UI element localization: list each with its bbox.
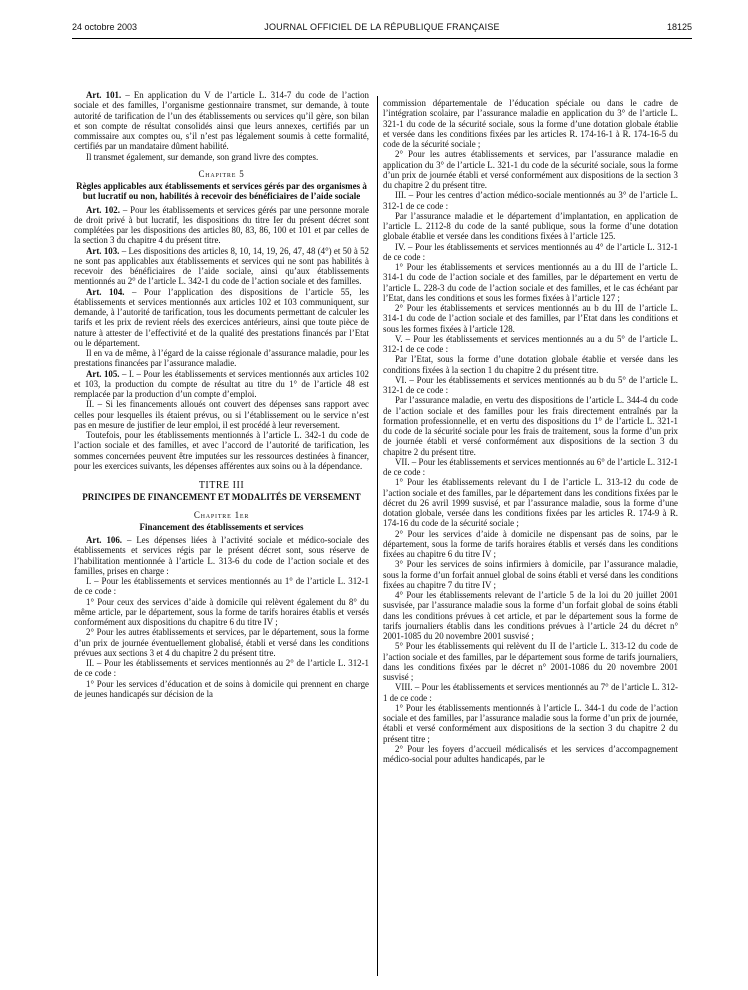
paragraph: Par l’assurance maladie et le département d’implantation, en application de l’article L. 2112-8 du code de la santé publique, sous la forme d’une dotation globale établie et versée dans les conditions fixées à l’article 125.: [383, 210, 678, 242]
article-103: [74, 246, 369, 287]
article-106-p3: 1° Pour ceux des services d’aide à domicile qui relèvent également du 8° du même article, par le département, sous la forme de tarifs horaires établis et versés conformément aux dispositions du chapitre 6 du titre IV ;: [74, 596, 369, 628]
paragraph-continuation: commission départementale de l’éducation spéciale ou dans le cadre de l’intégration scolaire, par l’assurance maladie en application du 3° de l’article L. 321-1 du code de la sécurité sociale, sous la forme d’une dotation globale établie et versée dans les conditions fixées par les articles R. 174-16-1 à R. 174-16-5 du code de la sécurité sociale ;: [383, 98, 678, 149]
article-105: [74, 369, 369, 400]
article-101-p2: Il transmet également, sur demande, son grand livre des comptes.: [86, 151, 319, 162]
article-105-text: – I. – Pour les établissements et services mentionnés aux articles 102 et 103, la production du compte de résultat au titre du 1° de l’article 48 est remplacée par la production d’un compte d’emploi.: [74, 368, 369, 400]
paragraph: 1° Pour les établissements mentionnés à l’article L. 344-1 du code de l’action sociale et des familles, par l’assurance maladie sous la forme d’un prix de journée, établi et versé conformément aux dispositions de la section 3 du chapitre 2 du présent titre ;: [383, 702, 678, 744]
article-104-label: Art. 104.: [86, 286, 125, 297]
paragraph: III. – Pour les centres d’action médico-sociale mentionnés au 3° de l’article L. 312-1 de ce code :: [383, 190, 678, 211]
paragraph: 2° Pour les services d’aide à domicile ne dispensant pas de soins, par le département, sous la forme de tarifs horaires établis et versés dans les conditions fixées au chapitre 6 du titre IV ;: [383, 528, 678, 559]
paragraph: Par l’Etat, sous la forme d’une dotation globale établie et versée dans les conditions fixées à la section 1 du chapitre 2 du présent titre.: [383, 354, 678, 375]
article-102-label: Art. 102.: [86, 204, 120, 215]
article-101-label: Art. 101.: [86, 90, 122, 100]
paragraph: 1° Pour les établissements et services mentionnés au a du III de l’article L. 314-1 du code de l’action sociale et des familles, par le département en vertu de l’article L. 228-3 du code de l’action sociale et des familles, et le cas échéant par l’Etat, dans les conditions et sous les formes fixées à l’article 127 ;: [383, 262, 678, 303]
chapter-5-name: Règles applicables aux établissements et services gérés par des organismes à but lucratif ou non, habilités à recevoir des bénéficiaires de l’aide sociale: [76, 181, 367, 202]
header-rule: [72, 38, 692, 39]
paragraph: 2° Pour les foyers d’accueil médicalisés et les services d’accompagnement médico-social pour adultes handicapés, par le: [383, 743, 678, 764]
paragraph: 2° Pour les établissements et services mentionnés au b du III de l’article L. 314-1 du code de l’action sociale et des familles, par l’Etat dans les conditions et sous les formes fixées à l’article 128.: [383, 303, 678, 334]
right-column: [383, 98, 678, 764]
article-102-text: – Pour les établissements et services gérés par une personne morale de droit privé à but lucratif, les dispositions du titre Ier du présent décret sont complétées par les dispositions des articles 80, 83, 86, 100 et 101 et par celles de la section 3 du chapitre 4 du présent titre.: [74, 204, 369, 246]
header-date: 24 octobre 2003: [72, 22, 138, 32]
paragraph: 4° Pour les établissements relevant de l’article 5 de la loi du 20 juillet 2001 susvisée, par l’assurance maladie sous la forme d’un forfait global de soins établi dans les conditions prévues à cet article, et par le département sous la forme de tarifs journaliers établis dans les conditions prévues à l’article 24 du décret n° 2001-1085 du 20 novembre 2001 susvisé ;: [383, 590, 678, 641]
paragraph: VIII. – Pour les établissements et services mentionnés au 7° de l’article L. 312-1 de ce code :: [383, 682, 678, 703]
header-title: JOURNAL OFFICIEL DE LA RÉPUBLIQUE FRANÇAISE: [264, 22, 500, 32]
article-106-p5: II. – Pour les établissements et services mentionnés au 2° de l’article L. 312-1 de ce code :: [74, 658, 369, 679]
paragraph: IV. – Pour les établissements et services mentionnés au 4° de l’article L. 312-1 de ce code :: [383, 241, 678, 262]
article-106-p6: 1° Pour les services d’éducation et de soins à domicile qui prennent en charge de jeunes handicapés sur décision de la: [74, 678, 369, 699]
article-106-p2: I. – Pour les établissements et services mentionnés au 1° de l’article L. 312-1 de ce code :: [74, 576, 369, 597]
article-105-label: Art. 105.: [86, 368, 120, 379]
article-104-p2: Il en va de même, à l’égard de la caisse régionale d’assurance maladie, pour les prestations financées par l’assurance maladie.: [74, 348, 369, 369]
paragraph: 2° Pour les autres établissements et services, par l’assurance maladie en application du 3° de l’article L. 321-1 du code de la sécurité sociale, sous la forme d’un prix de journée établi et versé conformément aux dispositions de la section 3 du chapitre 2 du présent titre.: [383, 149, 678, 190]
paragraph: VII. – Pour les établissements et services mentionnés au 6° de l’article L. 312-1 de ce code :: [383, 456, 678, 477]
article-106: [74, 535, 369, 576]
page-header: [72, 22, 692, 36]
paragraph: Par l’assurance maladie, en vertu des dispositions de l’article L. 344-4 du code de l’action sociale et des familles pour les frais directement entraînés par la formation professionnelle, et en vertu des dispositions du 1° de l’article L. 321-1 du code de la sécurité sociale pour les frais de traitement, sous la forme d’un prix de journée établi et versé conformément aux dispositions de la section 3 du chapitre 2 du présent titre.: [383, 395, 678, 457]
header-page-number: 18125: [666, 22, 692, 32]
chapter-1-name: Financement des établissements et services: [139, 521, 304, 532]
left-column: [74, 90, 369, 699]
paragraph: 3° Pour les services de soins infirmiers à domicile, par l’assurance maladie, sous la forme d’un forfait annuel global de soins établi et versé dans les conditions fixées au chapitre 7 du titre IV ;: [383, 559, 678, 590]
paragraph: V. – Pour les établissements et services mentionnés au a du 5° de l’article L. 312-1 de ce code :: [383, 333, 678, 354]
titre-3-name: PRINCIPES DE FINANCEMENT ET MODALITÉS DE VERSEMENT: [82, 492, 361, 503]
article-103-text: – Les dispositions des articles 8, 10, 14, 19, 26, 47, 48 (4°) et 50 à 52 ne sont pas applicables aux établissements et services qui ne sont pas habilités à recevoir des bénéficiaires de l’aide sociale, ainsi qu’aux établissements mentionnés au 2° de l’article L. 342-1 du code de l’action sociale et des familles.: [74, 245, 369, 287]
article-101-text: – En application du V de l’article L. 314-7 du code de l’action sociale et des familles, l’organisme gestionnaire transmet, sur demande, à toute autorité de tarification de l’un des établissements ou services qu’il gère, son bilan et son compte de résultat consolidés ainsi que leurs annexes, certifiés par un commissaire aux comptes ou, s’il n’est pas légalement soumis à cette formalité, certifiés par un mandataire dûment habilité.: [74, 90, 369, 152]
article-105-p3: Toutefois, pour les établissements mentionnés à l’article L. 342-1 du code de l’action sociale et des familles, et avec l’accord de l’autorité de tarification, les sommes concernées peuvent être imputées sur les ressources destinées à financer, pour les exercices suivants, les dépenses afférentes aux soins ou à la dépendance.: [74, 430, 369, 471]
titre-3-heading: TITRE III: [198, 480, 245, 492]
column-divider: [377, 96, 378, 976]
paragraph: 5° Pour les établissements qui relèvent du II de l’article L. 313-12 du code de l’action sociale et des familles, par le département sous forme de tarifs journaliers, dans les conditions fixées par le décret n° 2001-1086 du 20 novembre 2001 susvisé ;: [383, 641, 678, 682]
chapter-1-heading: Chapitre 1er: [193, 509, 250, 520]
article-103-label: Art. 103.: [86, 245, 120, 256]
article-106-p4: 2° Pour les autres établissements et services, par le département, sous la forme d’un prix de journée éventuellement globalisé, établi et versé dans les conditions prévues aux sections 3 et 4 du chapitre 2 du présent titre.: [74, 627, 369, 658]
article-106-label: Art. 106.: [86, 535, 122, 546]
article-102: [74, 205, 369, 246]
article-106-text: – Les dépenses liées à l’activité sociale et médico-sociale des établissements et services régis par le présent décret sont, sous réserve de l’habilitation mentionnée à l’article L. 313-6 du code de l’action sociale et des familles, prises en charge :: [74, 535, 369, 576]
paragraph: 1° Pour les établissements relevant du I de l’article L. 313-12 du code de l’action sociale et des familles, par le département dans les conditions fixées par le décret du 26 avril 1999 susvisé, et par l’assurance maladie, sous la forme d’une dotation globale, versée dans les conditions fixées par les articles R. 174-9 à R. 174-16 du code de la sécurité sociale ;: [383, 477, 678, 529]
article-104-text: – Pour l’application des dispositions de l’article 55, les établissements et services mentionnés aux articles 102 et 103 communiquent, sur demande, à l’autorité de tarification, tous les documents permettant de calculer les tarifs et les prix de revient réels des exercices antérieurs, ainsi que toute pièce de nature à attester de l’effectivité et de la qualité des prestations financés par l’Etat ou le département.: [74, 286, 369, 348]
paragraph: VI. – Pour les établissements et services mentionnés au b du 5° de l’article L. 312-1 de ce code :: [383, 374, 678, 395]
chapter-5-heading: Chapitre 5: [198, 168, 245, 179]
article-101: [74, 90, 369, 152]
article-104: [74, 287, 369, 349]
article-105-p2: II. – Si les financements alloués ont couvert des dépenses sans rapport avec celles pour lesquelles ils étaient prévus, ou si l’établissement ou le service n’est pas en mesure de justifier de leur emploi, il est procédé à leur reversement.: [74, 399, 369, 430]
